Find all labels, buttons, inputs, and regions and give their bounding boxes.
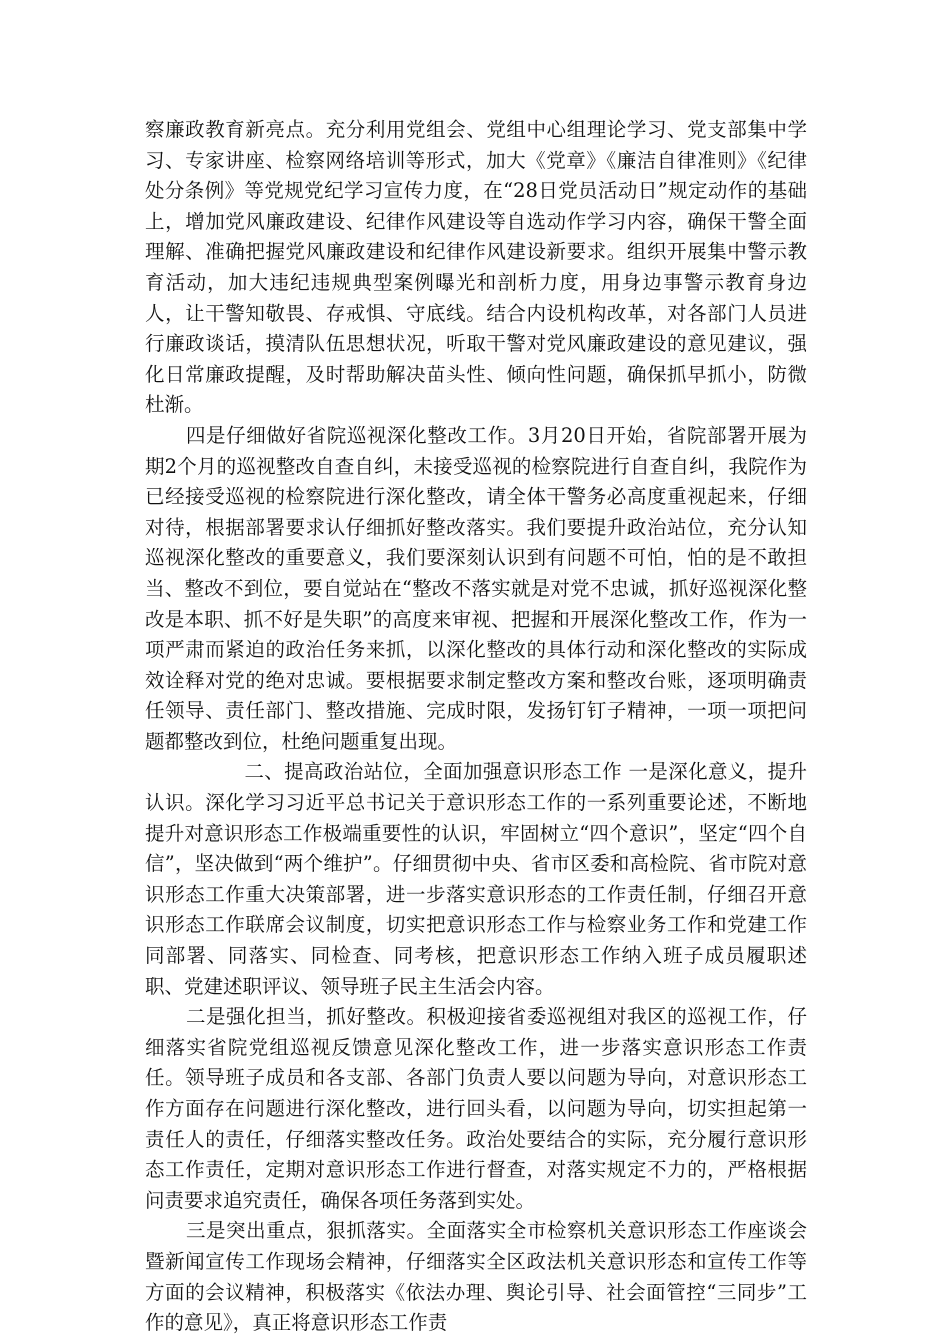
paragraph-section-two-ideology: 二、提高政治站位，全面加强意识形态工作 一是深化意义，提升认识。深化学习习近平总书记关于意识形态工作的一系列重要论述，不断地提升对意识形态工作极端重要性的认识，牢固树立“四个意识”，坚定“四个自信”，坚决做到“两个维护”。仔细贯彻中央、省市区委和高检院、省市院对意识形态工作重大决策部署，进一步落实意识形态的工作责任制，仔细召开意识形态工作联席会议制度，切实把意识形态工作与检察业务工作和党建工作同部署、同落实、同检查、同考核，把意识形态工作纳入班子成员履职述职、党建述职评议、领导班子民主生活会内容。	[145, 760, 807, 998]
paragraph-strengthen-responsibility: 二是强化担当，抓好整改。积极迎接省委巡视组对我区的巡视工作，仔细落实省院党组巡视反馈意见深化整改工作，进一步落实意识形态工作责任。领导班子成员和各支部、各部门负责人要以问题为导向，对意识形态工作方面存在问题进行深化整改，进行回头看，以问题为导向，切实担起第一责任人的责任，仔细落实整改任务。政治处要结合的实际，充分履行意识形态工作责任，定期对意识形态工作进行督查，对落实规定不力的，严格根据问责要求追究责任，确保各项任务落到实处。	[145, 1005, 807, 1212]
paragraph-focus-implementation: 三是突出重点，狠抓落实。全面落实全市检察机关意识形态工作座谈会暨新闻宣传工作现场会精神，仔细落实全区政法机关意识形态和宣传工作等方面的会议精神，积极落实《依法办理、舆论引导、社会面管控“三同步”工作的意见》，真正将意识形态工作责	[145, 1219, 807, 1335]
paragraph-continued-discipline-education: 察廉政教育新亮点。充分利用党组会、党组中心组理论学习、党支部集中学习、专家讲座、检察网络培训等形式，加大《党章》《廉洁自律准则》《纪律处分条例》等党规党纪学习宣传力度，在“28日党员活动日”规定动作的基础上，增加党风廉政建设、纪律作风建设等自选动作学习内容，确保干警全面理解、准确把握党风廉政建设和纪律作风建设新要求。组织开展集中警示教育活动，加大违纪违规典型案例曝光和剖析力度，用身边事警示教育身边人，让干警知敬畏、存戒惧、守底线。结合内设机构改革，对各部门人员进行廉政谈话，摸清队伍思想状况，听取干警对党风廉政建设的意见建议，强化日常廉政提醒，及时帮助解决苗头性、倾向性问题，确保抓早抓小，防微杜渐。	[145, 118, 807, 417]
document-body	[145, 115, 807, 1339]
paragraph-inspection-rectification: 四是仔细做好省院巡视深化整改工作。3月20日开始，省院部署开展为期2个月的巡视整改自查自纠，未接受巡视的检察院进行自查自纠，我院作为已经接受巡视的检察院进行深化整改，请全体干警务必高度重视起来，仔细对待，根据部署要求认仔细抓好整改落实。我们要提升政治站位，充分认知巡视深化整改的重要意义，我们要深刻认识到有问题不可怕，怕的是不敢担当、整改不到位，要自觉站在“整改不落实就是对党不忠诚，抓好巡视深化整改是本职、抓不好是失职”的高度来审视、把握和开展深化整改工作，作为一项严肃而紧迫的政治任务来抓，以深化整改的具体行动和深化整改的实际成效诠释对党的绝对忠诚。要根据要求制定整改方案和整改台账，逐项明确责任领导、责任部门、整改措施、完成时限，发扬钉钉子精神，一项一项把问题都整改到位，杜绝问题重复出现。	[145, 423, 807, 753]
